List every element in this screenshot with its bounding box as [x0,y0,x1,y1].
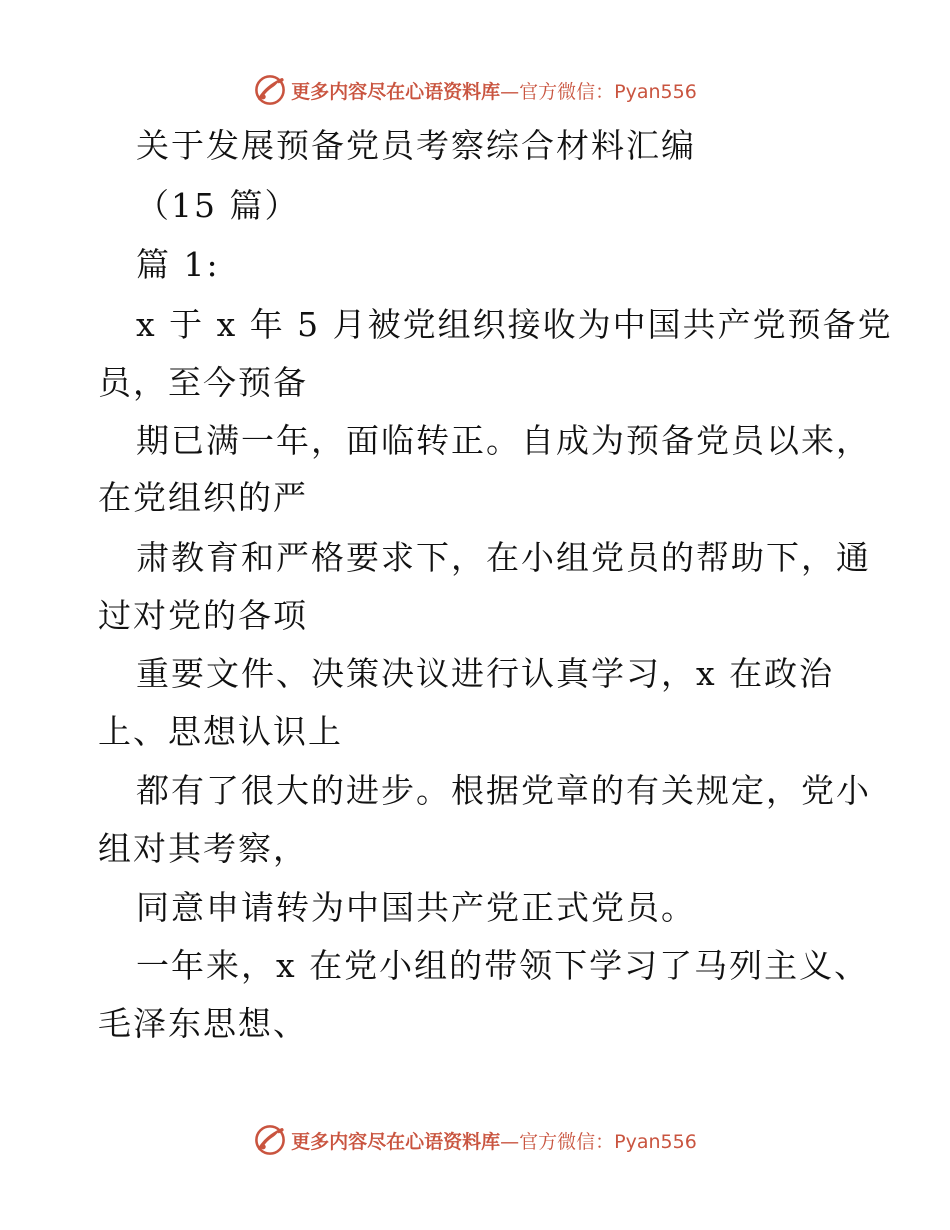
paragraph-line: 一年来，x 在党小组的带领下学习了马列主义、 [136,946,870,985]
footer-contact-text: —官方微信：Pyan556 [500,1130,697,1153]
paragraph-line: 肃教育和严格要求下，在小组党员的帮助下，通 [136,538,871,577]
header-watermark [0,70,950,110]
paragraph-line: 都有了很大的进步。根据党章的有关规定，党小 [136,771,871,810]
document-title: 关于发展预备党员考察综合材料汇编 [136,126,696,165]
paragraph-line: 同意申请转为中国共产党正式党员。 [136,888,696,927]
paragraph-line: x 于 x 年 5 月被党组织接收为中国共产党预备党 [136,305,893,344]
paragraph-line: 组对其考察， [98,829,308,868]
header-watermark-text: 更多内容尽在心语资料库 [291,80,501,103]
section-label: 篇 1: [136,245,220,284]
paragraph-line: 重要文件、决策决议进行认真学习，x 在政治 [136,654,835,693]
footer-watermark [0,1120,950,1160]
document-subtitle: （15 篇） [136,186,300,225]
paragraph-line: 上、思想认识上 [98,712,343,751]
brush-logo-icon [253,1123,287,1157]
footer-watermark-text: 更多内容尽在心语资料库 [291,1130,501,1153]
paragraph-line: 员，至今预备 [98,363,308,402]
brush-logo-icon [253,73,287,107]
paragraph-line: 期已满一年，面临转正。自成为预备党员以来， [136,421,871,460]
paragraph-line: 在党组织的严 [98,478,308,517]
paragraph-line: 过对党的各项 [98,596,308,635]
header-contact-text: —官方微信：Pyan556 [500,80,697,103]
paragraph-line: 毛泽东思想、 [98,1004,308,1043]
